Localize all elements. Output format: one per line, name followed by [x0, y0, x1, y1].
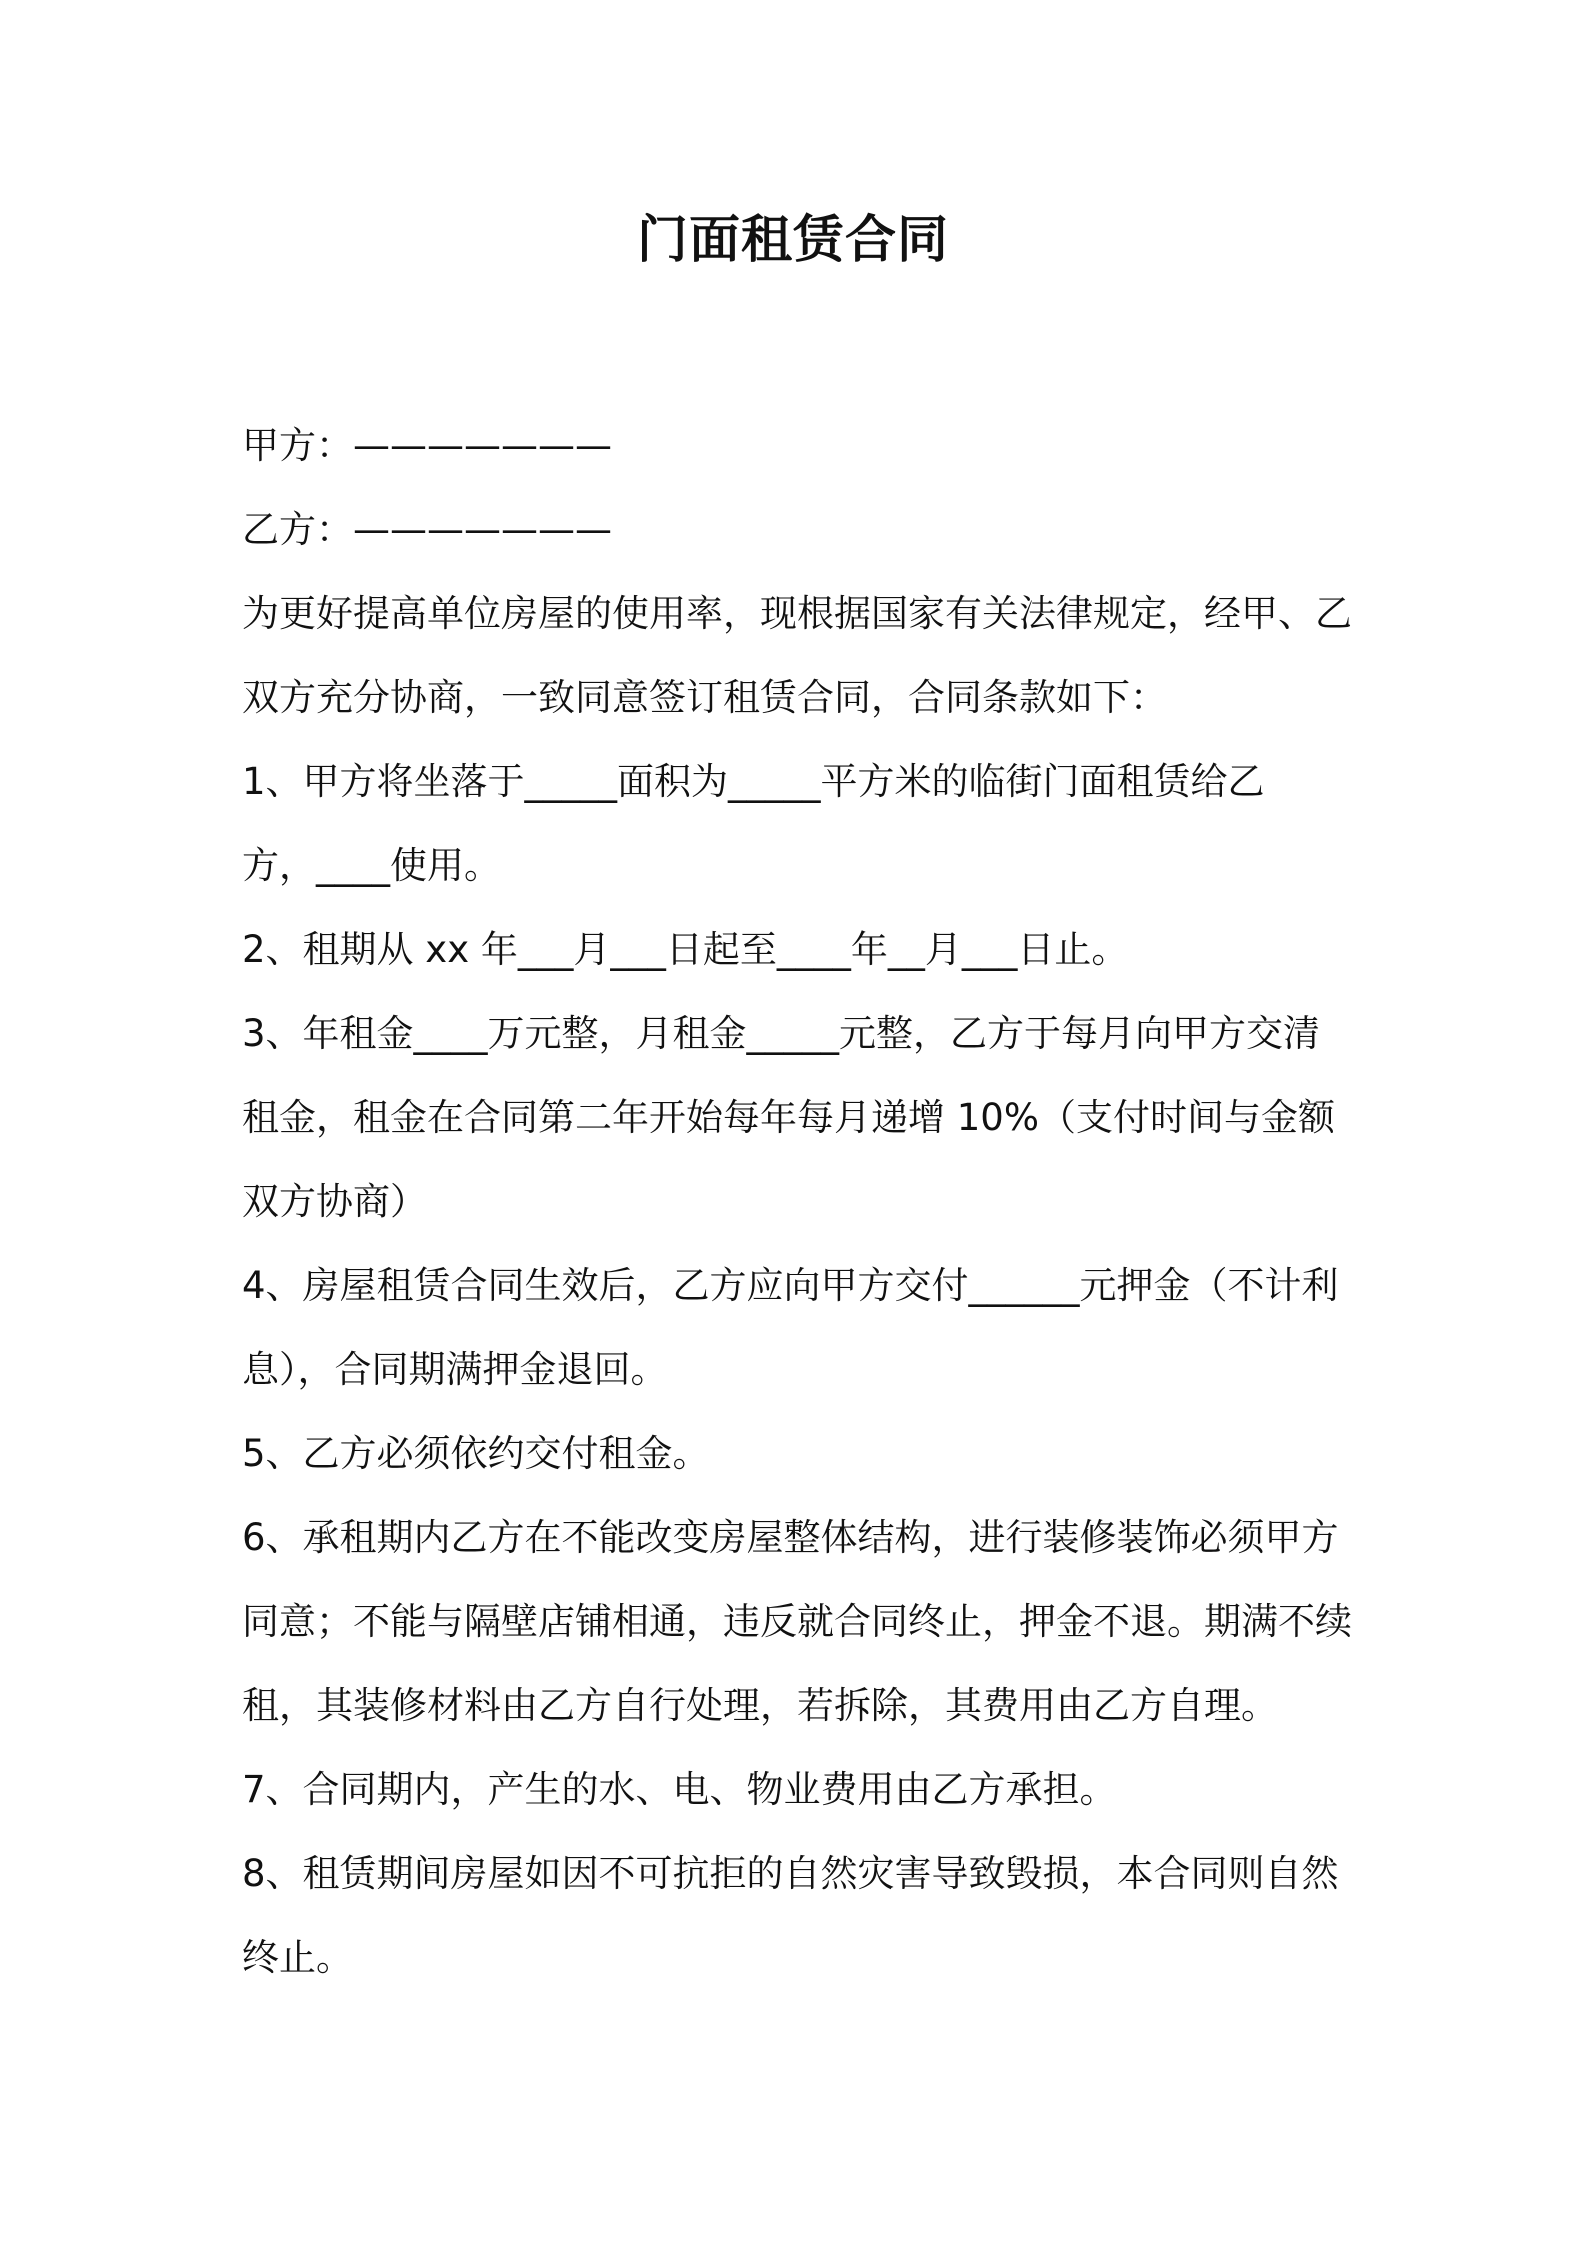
document-title: 门面租赁合同	[636, 211, 949, 270]
clause-2-line: 2、租期从 xx 年___月___日起至____年__月___日止。	[242, 928, 1129, 971]
party-a-line: 甲方：———————	[242, 424, 612, 467]
clause-1-line: 1、甲方将坐落于_____面积为_____平方米的临街门面租赁给乙	[242, 760, 1265, 803]
contract-body	[242, 404, 1362, 2000]
clause-4-line: 4、房屋租赁合同生效后，乙方应向甲方交付______元押金（不计利	[242, 1264, 1339, 1307]
preamble-line: 双方充分协商，一致同意签订租赁合同，合同条款如下：	[242, 676, 1167, 719]
clause-6-line: 租，其装修材料由乙方自行处理，若拆除，其费用由乙方自理。	[242, 1684, 1278, 1727]
party-b-line: 乙方：———————	[242, 508, 612, 551]
clause-3-line: 双方协商）	[242, 1180, 427, 1223]
clause-3-line: 3、年租金____万元整，月租金_____元整，乙方于每月向甲方交清	[242, 1012, 1321, 1055]
clause-4-line: 息），合同期满押金退回。	[242, 1348, 668, 1391]
clause-8-line: 8、租赁期间房屋如因不可抗拒的自然灾害导致毁损，本合同则自然	[242, 1852, 1339, 1895]
clause-7-line: 7、合同期内，产生的水、电、物业费用由乙方承担。	[242, 1768, 1117, 1811]
preamble-line: 为更好提高单位房屋的使用率，现根据国家有关法律规定，经甲、乙	[242, 592, 1352, 635]
clause-5-line: 5、乙方必须依约交付租金。	[242, 1432, 710, 1475]
clause-3-line: 租金，租金在合同第二年开始每年每月递增 10%（支付时间与金额	[242, 1096, 1335, 1139]
clause-8-line: 终止。	[242, 1936, 353, 1979]
clause-1-line: 方，____使用。	[242, 844, 501, 887]
clause-6-line: 6、承租期内乙方在不能改变房屋整体结构，进行装修装饰必须甲方	[242, 1516, 1339, 1559]
clause-6-line: 同意；不能与隔壁店铺相通，违反就合同终止，押金不退。期满不续	[242, 1600, 1352, 1643]
